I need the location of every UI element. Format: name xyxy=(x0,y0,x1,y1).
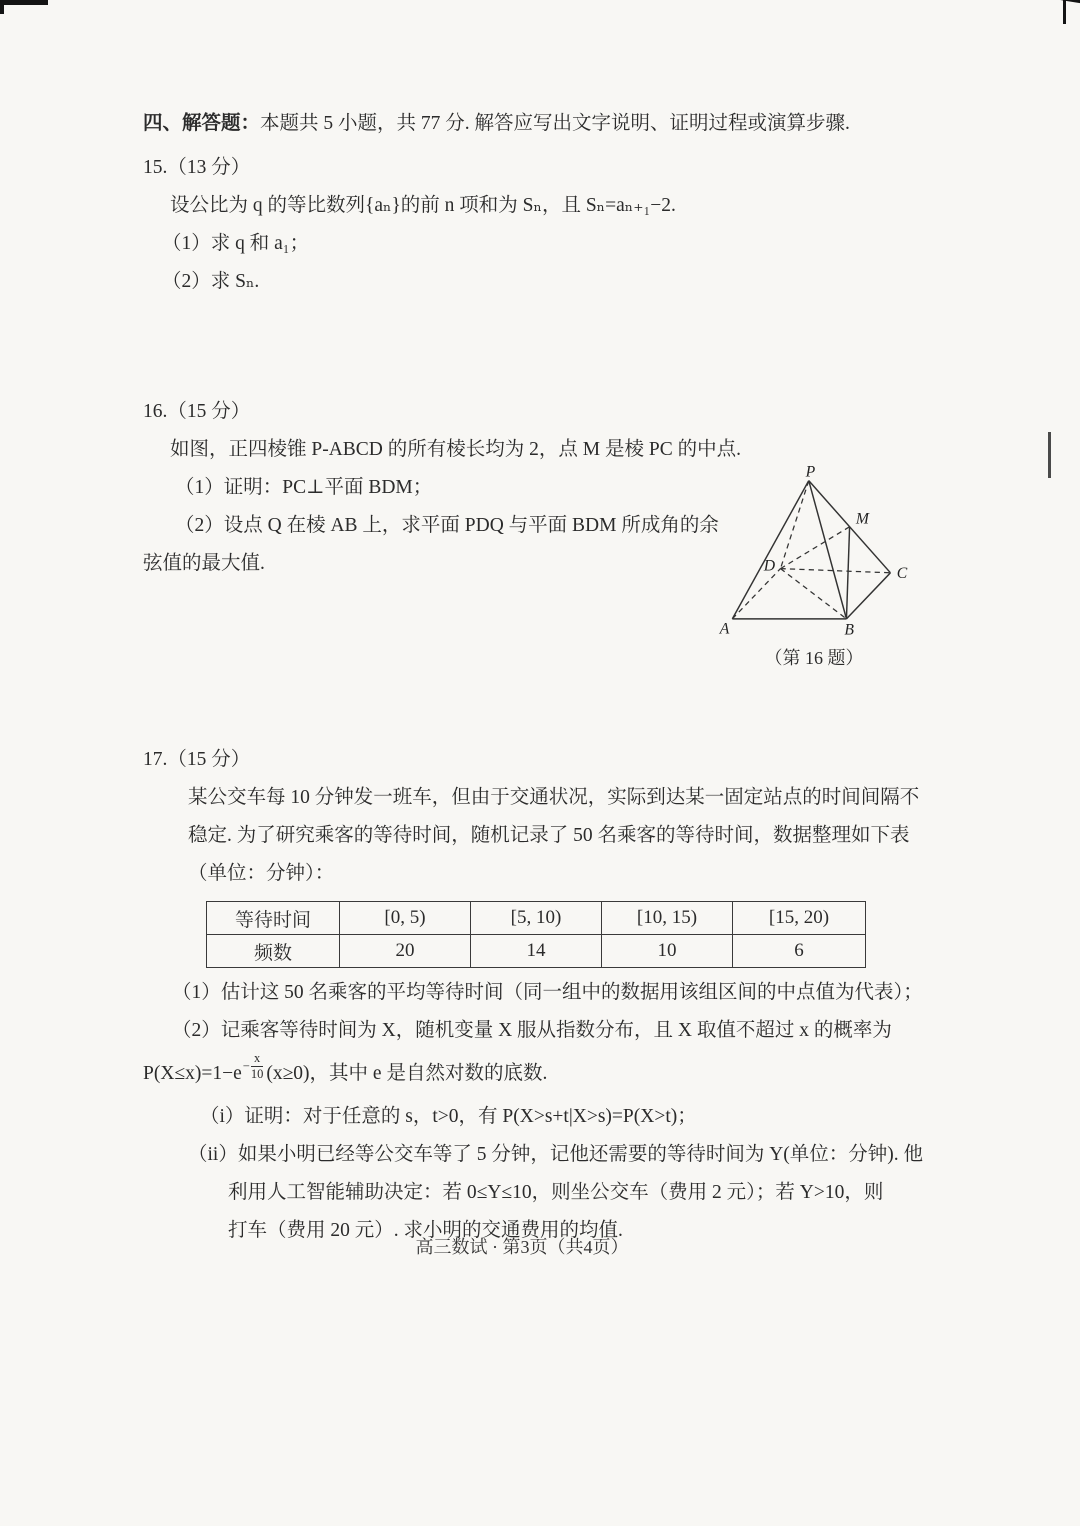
vertex-label-B: B xyxy=(844,621,854,639)
formula-fraction-numerator: x xyxy=(251,1051,264,1066)
table-value-cell: 20 xyxy=(340,935,471,968)
section-header-rest: 本题共 5 小题，共 77 分. 解答应写出文字说明、证明过程或演算步骤. xyxy=(260,113,850,134)
problem-16-part-1: （1）证明：PC⊥平面 BDM； xyxy=(175,477,433,498)
formula-exponent-sign: − xyxy=(242,1058,250,1073)
waiting-time-table xyxy=(206,901,866,968)
problem-17-intro-line-3: （单位：分钟）： xyxy=(188,863,335,884)
table-header-cell: 等待时间 xyxy=(207,902,340,935)
pyramid-visible-edges xyxy=(732,481,890,619)
section-header-lead: 四、解答题： xyxy=(143,113,261,134)
page-content xyxy=(143,105,953,1250)
problem-17-intro-line-1: 某公交车每 10 分钟发一班车，但由于交通状况，实际到达某一固定站点的时间间隔不 xyxy=(188,787,920,808)
formula-fraction xyxy=(251,1051,264,1081)
problem-17-part-1: （1）估计这 50 名乘客的平均等待时间（同一组中的数据用该组区间的中点值为代表）； xyxy=(172,982,923,1003)
problem-17-part-2: （2）记乘客等待时间为 X，随机变量 X 服从指数分布，且 X 取值不超过 x 的概率为 xyxy=(172,1020,892,1041)
problem-16-intro: 如图，正四棱锥 P-ABCD 的所有棱长均为 2，点 M 是棱 PC 的中点. xyxy=(170,439,741,460)
scan-artifact-top-left xyxy=(0,0,48,5)
problem-16-number: 16.（15 分） xyxy=(143,401,251,422)
problem-17-sub-ii-line-3: 打车（费用 20 元）. 求小明的交通费用的均值. xyxy=(228,1220,623,1241)
problem-15-intro: 设公比为 q 的等比数列{aₙ}的前 n 项和为 Sₙ，且 Sₙ=aₙ₊₁−2. xyxy=(170,195,676,216)
table-value-cell: 14 xyxy=(471,935,602,968)
table-value-cell: 10 xyxy=(602,935,733,968)
problem-15-number: 15.（13 分） xyxy=(143,157,251,178)
page-footer: 高三数试 · 第3页（共4页） xyxy=(415,1237,629,1257)
section-header xyxy=(143,105,953,143)
pyramid-diagram xyxy=(709,466,919,644)
scan-artifact-top-right xyxy=(1000,0,1080,4)
formula-post: (x≥0)，其中 e 是自然对数的底数. xyxy=(266,1063,548,1084)
table-header-cell: [15, 20) xyxy=(733,902,866,935)
problem-17-sub-ii-line-2: 利用人工智能辅助决定：若 0≤Y≤10，则坐公交车（费用 2 元）；若 Y>10，则 xyxy=(228,1182,884,1203)
problem-15-part-2: （2）求 Sₙ. xyxy=(162,271,260,292)
vertex-label-M: M xyxy=(855,510,869,528)
problem-16-figure xyxy=(700,466,928,670)
problem-17-intro-line-2: 稳定. 为了研究乘客的等待时间，随机记录了 50 名乘客的等待时间，数据整理如下表 xyxy=(188,825,910,846)
table-frequency-row xyxy=(207,935,866,968)
formula-fraction-denominator: 10 xyxy=(250,1066,264,1081)
problem-15-part-1: （1）求 q 和 a₁； xyxy=(162,233,310,254)
scan-artifact-top-right-2 xyxy=(1063,0,1066,24)
figure-caption: （第 16 题） xyxy=(764,648,864,668)
table-row-label: 频数 xyxy=(207,935,340,968)
problem-16-part-2-line-1: （2）设点 Q 在棱 AB 上，求平面 PDQ 与平面 BDM 所成角的余 xyxy=(175,515,719,536)
scan-artifact-right-edge xyxy=(1048,432,1051,478)
formula-exponent xyxy=(243,1051,264,1081)
vertex-label-C: C xyxy=(896,565,908,583)
vertex-label-A: A xyxy=(719,620,730,638)
table-value-cell: 6 xyxy=(733,935,866,968)
formula-pre: P(X≤x)=1−e xyxy=(143,1063,242,1084)
problem-17-number: 17.（15 分） xyxy=(143,749,251,770)
problem-17-sub-ii-line-1: （ii）如果小明已经等公交车等了 5 分钟，记他还需要的等待时间为 Y(单位：分钟). 他 xyxy=(188,1144,924,1165)
table-header-row xyxy=(207,902,866,935)
vertex-label-P: P xyxy=(805,466,816,481)
vertex-label-D: D xyxy=(763,557,776,575)
table-header-cell: [5, 10) xyxy=(471,902,602,935)
table-header-cell: [10, 15) xyxy=(602,902,733,935)
problem-16-part-2-line-2: 弦值的最大值. xyxy=(143,553,265,574)
table-header-cell: [0, 5) xyxy=(340,902,471,935)
problem-17-formula xyxy=(143,1050,953,1098)
problem-17-sub-i: （i）证明：对于任意的 s，t>0，有 P(X>s+t|X>s)=P(X>t)； xyxy=(200,1106,697,1127)
scan-artifact-top-left-2 xyxy=(0,0,4,14)
